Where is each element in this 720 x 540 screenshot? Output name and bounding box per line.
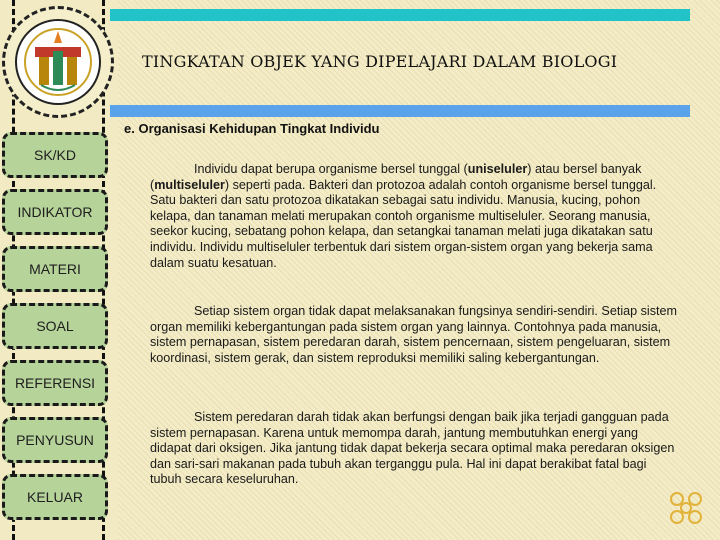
title-top-bar bbox=[110, 9, 690, 21]
title-bottom-bar bbox=[110, 105, 690, 117]
nav-button-sk-kd[interactable]: SK/KD bbox=[2, 132, 108, 178]
nav-button-keluar[interactable]: KELUAR bbox=[2, 474, 108, 520]
paragraph-1-text-e: ) seperti pada. Bakteri dan protozoa adalah contoh organisme bersel tunggal. Satu bakteri dan satu protozoa dikatakan sebagai satu individu. Manusia, kucing, pohon kelapa, dan tanaman melati merupakan contoh organisme multiseluler. Seorang manusia, seekor kucing, sebatang pohon kelapa, dan setangkai tanaman melati juga dikatakan satu individu. Individu multiseluler terbentuk dari sistem organ-sistem organ yang bekerja sama dalam suatu kesatuan. bbox=[150, 177, 657, 270]
paragraph-1 bbox=[150, 162, 678, 271]
title-area bbox=[118, 24, 678, 102]
paragraph-2-text: Setiap sistem organ tidak dapat melaksanakan fungsinya sendiri-sendiri. Setiap sistem organ memiliki kebergantungan pada sistem organ yang lainnya. Contohnya pada manusia, sistem pernapasan, sistem peredaran darah, sistem pencernaan, sistem pengeluaran, sistem koordinasi, sistem gerak, dan sistem reproduksi memiliki saling kebergantungan. bbox=[150, 304, 678, 365]
ornament-pattern-icon bbox=[668, 490, 704, 526]
nav-button-penyusun[interactable]: PENYUSUN bbox=[2, 417, 108, 463]
nav-button-soal[interactable]: SOAL bbox=[2, 303, 108, 349]
section-heading: e. Organisasi Kehidupan Tingkat Individu bbox=[124, 121, 380, 136]
nav-button-indikator[interactable]: INDIKATOR bbox=[2, 189, 108, 235]
term-uniseluler: uniseluler bbox=[467, 162, 528, 176]
paragraph-3 bbox=[150, 410, 678, 488]
university-logo-icon bbox=[15, 19, 101, 105]
paragraph-2 bbox=[150, 304, 678, 366]
paragraph-1-text-c: ) atau bersel banyak ( bbox=[150, 162, 642, 192]
page-title: TINGKATAN OBJEK YANG DIPELAJARI DALAM BIOLOGI bbox=[142, 52, 618, 71]
paragraph-1-text-a: Individu dapat berupa organisme bersel tunggal ( bbox=[194, 162, 468, 176]
term-multiseluler: multiseluler bbox=[154, 177, 225, 192]
paragraph-3-text: Sistem peredaran darah tidak akan berfungsi dengan baik jika terjadi gangguan pada sistem pernapasan. Karena untuk memompa darah, jantung membutuhkan energi yang didapat dari oksigen. Jika jantung tidak dapat bekerja secara optimal maka peredaran oksigen dan sari-sari makanan pada tubuh akan terganggu pula. Hal ini dapat berakibat fatal bagi tubuh secara keseluruhan. bbox=[150, 410, 675, 487]
logo bbox=[2, 6, 114, 118]
nav-button-materi[interactable]: MATERI bbox=[2, 246, 108, 292]
nav-button-referensi[interactable]: REFERENSI bbox=[2, 360, 108, 406]
